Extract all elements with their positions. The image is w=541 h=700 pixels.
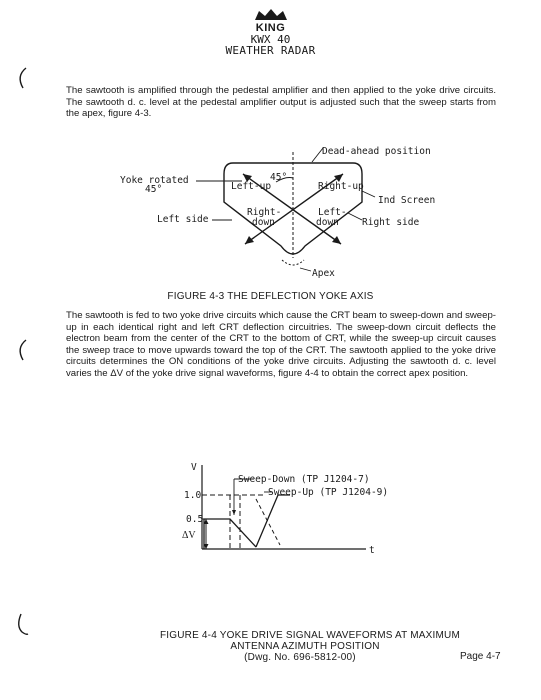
sweep-up-label: Sweep-Up (TP J1204-9) (268, 487, 389, 498)
brand-name: KING (255, 22, 286, 34)
paragraph-sawtooth-amplified: The sawtooth is amplified through the pedestal amplifier and then applied to the yoke drive circuits. The sawtooth d. c. level at the pedestal amplifier output is adjusted such that the sweep starts from the apex, figure 4-3. (66, 85, 496, 120)
document-subject: WEATHER RADAR (225, 44, 316, 57)
model-number: KWX 40 (250, 33, 291, 46)
sweep-down-label: Sweep-Down (TP J1204-7) (238, 474, 370, 485)
level-05-label: 0.5 (186, 514, 204, 525)
label-right-down-2: down (252, 217, 275, 228)
v-axis-label: V (191, 462, 197, 473)
figure-4-4-caption-line2: ANTENNA AZIMUTH POSITION (230, 641, 380, 652)
apex-arc (282, 260, 304, 265)
right-side-leader (348, 213, 362, 220)
delta-v-label: ΔV (182, 530, 196, 541)
figure-4-3-deflection-yoke-axis (100, 140, 440, 285)
figure-4-4-yoke-drive-waveforms (160, 455, 400, 565)
label-apex: Apex (312, 268, 335, 279)
paragraph-yoke-drive-circuits: The sawtooth is fed to two yoke drive circuits which cause the CRT beam to sweep-down and sweep-up in each identical right and left CRT deflection circuitries. The sweep-down circuit deflects the electron beam from the center of the CRT to the bottom of CRT, while the sweep-up circuit causes the sweep trace to move upwards toward the top of the CRT. The sawtooth applied to the yoke drive circuits determines the ON conditions of the yoke drive circuits. Adjusting the sawtooth d. c. level varies the ΔV of the yoke drive signal waveforms, figure 4-4 to obtain the correct apex position. (66, 310, 496, 379)
figure-4-4-caption-line3: (Dwg. No. 696-5812-00) (244, 652, 356, 663)
ind-screen-leader (362, 191, 375, 197)
label-right-down-1: Right- (247, 207, 282, 218)
label-yoke-rotated: Yoke rotated (120, 175, 189, 186)
label-left-up: Left-up (231, 181, 272, 192)
label-left-down-2: down (316, 217, 339, 228)
label-45-degrees: 45° (270, 172, 288, 183)
page-number: Page 4-7 (460, 651, 501, 662)
figure-4-3-caption: FIGURE 4-3 THE DEFLECTION YOKE AXIS (167, 291, 374, 302)
sweep-up-waveform (256, 495, 290, 547)
label-dead-ahead: Dead-ahead position (322, 146, 431, 157)
apex-leader (300, 268, 311, 271)
level-1-label: 1.0 (184, 490, 202, 501)
label-ind-screen: Ind Screen (378, 195, 436, 206)
label-left-side: Left side (157, 214, 209, 225)
t-axis-label: t (369, 545, 375, 556)
label-yoke-rotated-angle: 45° (145, 184, 163, 195)
label-right-side: Right side (362, 217, 420, 228)
label-right-up: Right-up (318, 181, 364, 192)
king-crown-logo-icon (253, 8, 289, 22)
binder-hole-mark-middle (14, 338, 28, 362)
binder-hole-mark-top (14, 66, 28, 90)
label-left-down-1: Left- (318, 207, 347, 218)
figure-4-4-caption-line1: FIGURE 4-4 YOKE DRIVE SIGNAL WAVEFORMS AT MAXIMUM (159, 630, 461, 641)
